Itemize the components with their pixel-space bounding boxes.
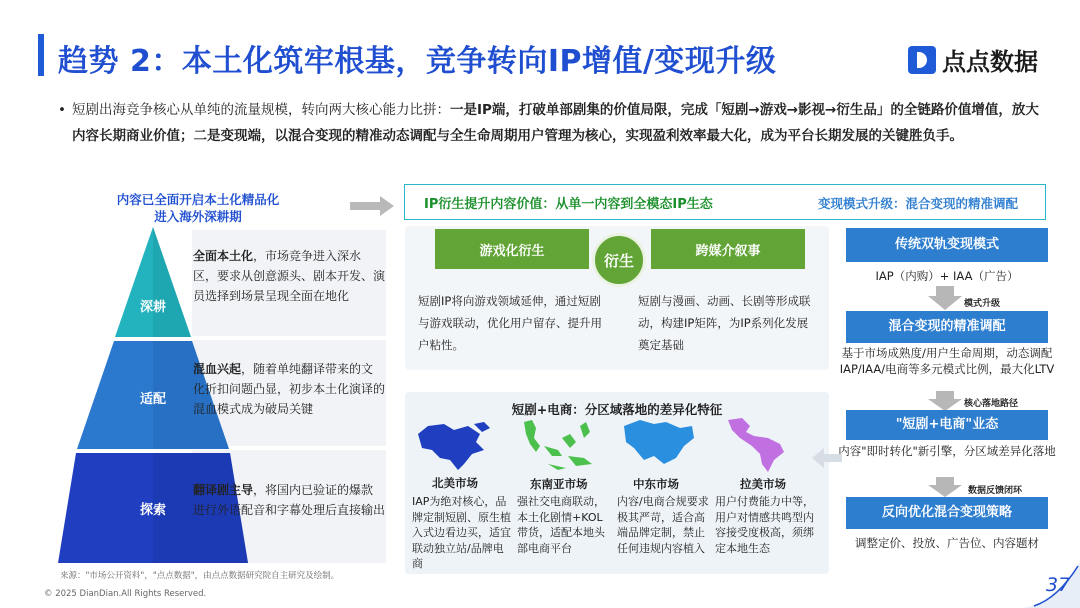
source-note: 来源："市场公开资料"，"点点数据"，由点点数据研究院自主研究及绘制。 xyxy=(60,571,340,581)
cross-media-tag: 跨媒介叙事 xyxy=(651,229,805,269)
down-arrow-icon xyxy=(928,286,962,310)
reverse-optimize-box: 反向优化混合变现策略 xyxy=(846,497,1048,529)
region-name-north-america: 北美市场 xyxy=(432,476,478,490)
pyramid-heading-line2: 进入海外深耕期 xyxy=(154,209,242,224)
cross-media-desc: 短剧与漫画、动画、长剧等形成联动，构建IP矩阵，为IP系列化发展奠定基础 xyxy=(638,294,811,352)
hybrid-model-box: 混合变现的精准调配 xyxy=(846,311,1048,343)
region-name-latin-america: 拉美市场 xyxy=(740,477,786,491)
monetization-heading: 变现模式升级：混合变现的精准调配 xyxy=(818,196,1019,211)
tier-desc-deep: ，市场竞争进入深水区，要求从创意源头、剧本开发、演员选择到场景呈现全面在地化 xyxy=(193,249,386,303)
tier-text-explore xyxy=(193,480,385,520)
traditional-model-text: IAP（内购）+ IAA（广告） xyxy=(875,269,1019,283)
summary-text: 短剧出海竞争核心从单纯的流量规模，转向两大核心能力比拼： xyxy=(72,102,450,118)
region-desc-middle-east: 内容/电商合规要求极其严苛，适合高端品牌定制，禁止任何违规内容植入 xyxy=(617,495,709,555)
hybrid-model-text: 基于市场成熟度/用户生命周期，动态调配IAP/IAA/电商等多元模式比例，最大化LTV xyxy=(839,346,1055,376)
right-arrow-icon xyxy=(350,196,396,216)
region-desc-latin-america: 用户付费能力中等，用户对情感共鸣型内容接受度极高，须绑定本地生态 xyxy=(715,495,814,555)
north-america-map-icon xyxy=(414,420,496,472)
tier-label-adapt: 适配 xyxy=(139,392,166,407)
ip-section-heading: IP衍生提升内容价值：从单一内容到全模态IP生态 xyxy=(424,197,713,212)
tier-bold-adapt: 混血兴起 xyxy=(193,362,242,376)
arrow-label-core-path: 核心落地路径 xyxy=(964,399,1019,409)
arrow-label-data-feedback: 数据反馈闭环 xyxy=(968,486,1023,496)
down-arrow-icon xyxy=(928,391,962,411)
derive-badge: 衍生 xyxy=(592,233,646,287)
reverse-optimize-text: 调整定价、投放、广告位、内容题材 xyxy=(855,536,1039,550)
page-number xyxy=(1024,562,1080,608)
page-number-text: 37 xyxy=(1046,574,1071,596)
traditional-model-box: 传统双轨变现模式 xyxy=(846,228,1048,262)
region-desc-southeast-asia: 强社交电商联动，本土化剧情+KOL 带货，适配本地头部电商平台 xyxy=(517,495,605,555)
tier-text-adapt xyxy=(193,359,385,419)
region-name-southeast-asia: 东南亚市场 xyxy=(530,477,588,491)
region-desc-north-america: IAP为绝对核心，品牌定制短剧、原生植入式边看边买，适宜联动独立站/品牌电商 xyxy=(412,495,511,570)
pyramid-heading xyxy=(92,191,304,225)
copyright-text: © 2025 DianDian.All Rights Reserved. xyxy=(44,589,207,599)
title-accent-bar xyxy=(38,34,44,76)
tier-desc-adapt: ，随着单纯翻译带来的文化折扣问题凸显，初步本土化演译的混血模式成为破局关键 xyxy=(193,362,386,416)
tier-label-explore: 探索 xyxy=(139,503,166,518)
region-name-middle-east: 中东市场 xyxy=(633,477,679,491)
diandian-logo-icon xyxy=(908,46,936,74)
pyramid-heading-line1: 内容已全面开启本土化精品化 xyxy=(116,192,280,207)
game-derivative-tag: 游戏化衍生 xyxy=(435,229,589,269)
game-derivative-desc: 短剧IP将向游戏领域延伸，通过短剧与游戏联动，优化用户留存、提升用户粘性。 xyxy=(418,294,602,352)
tier-label-deep: 深耕 xyxy=(139,300,166,315)
brand-logo-text: 点点数据 xyxy=(942,48,1038,76)
summary-paragraph xyxy=(58,97,1052,149)
down-arrow-icon xyxy=(928,477,962,497)
drama-ecommerce-text: 内容"即时转化"新引擎，分区域差异化落地 xyxy=(838,444,1056,458)
tier-desc-explore: ，将国内已验证的爆款进行外语配音和字幕处理后直接输出 xyxy=(193,483,386,517)
drama-ecommerce-box: "短剧+电商"业态 xyxy=(846,410,1048,440)
bullet-dot: • xyxy=(58,102,66,118)
summary-bold-text: 一是IP端，打破单部剧集的价值局限，完成「短剧→游戏→影视→衍生品」的全链路价值增值，放大内容长期商业价值；二是变现端，以混合变现的精准动态调配与全生命周期用户管理为核心，实现盈利效率最大化，成为平台长期发展的关键胜负手。 xyxy=(72,102,1039,144)
brand-logo xyxy=(908,42,1038,77)
latin-america-map-icon xyxy=(724,414,796,474)
page-title: 趋势 2：本土化筑牢根基，竞争转向IP增值/变现升级 xyxy=(58,44,777,79)
middle-east-map-icon xyxy=(620,416,698,468)
market-heading: 短剧+电商：分区域落地的差异化特征 xyxy=(511,402,723,417)
arrow-label-upgrade: 模式升级 xyxy=(964,299,1001,309)
left-arrow-icon xyxy=(812,448,842,468)
southeast-asia-map-icon xyxy=(518,416,602,472)
tier-text-deep xyxy=(193,246,385,306)
tier-bold-explore: 翻译剧主导 xyxy=(193,483,254,497)
tier-bold-deep: 全面本土化 xyxy=(193,249,254,263)
